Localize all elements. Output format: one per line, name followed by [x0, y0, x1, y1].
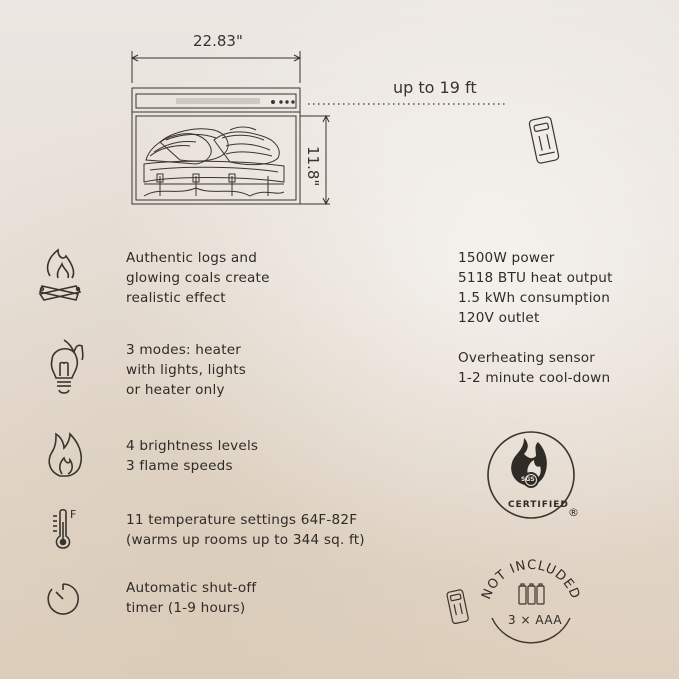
feature-text-modes: 3 modes: heater with lights, lights or heater only — [126, 342, 247, 398]
flame-logs-icon — [36, 246, 96, 306]
height-label: 11.8" — [304, 146, 322, 187]
aaa-batteries-icon — [519, 584, 544, 604]
feature-text-logs: Authentic logs and glowing coals create realistic effect — [126, 250, 270, 306]
feature-text-timer: Automatic shut-off timer (1-9 hours) — [126, 580, 257, 616]
remote-range-label: up to 19 ft — [393, 78, 477, 97]
certified-label: CERTIFIED — [508, 500, 569, 510]
flaming-bulb-icon — [38, 336, 98, 406]
fireplace-body — [132, 88, 300, 204]
width-label: 22.83" — [193, 32, 243, 50]
registered-mark: ® — [568, 506, 579, 519]
safety-specs: Overheating sensor 1-2 minute cool-down — [458, 350, 611, 386]
width-dimension-line — [132, 51, 300, 83]
feature-text-temperature: 11 temperature settings 64F-82F (warms up rooms up to 344 sq. ft) — [126, 512, 365, 548]
sgs-mark-text: SGS — [521, 476, 535, 483]
logs-illustration — [144, 127, 284, 182]
remote-control-icon — [529, 116, 560, 164]
power-specs: 1500W power 5118 BTU heat output 1.5 kWh consumption 120V outlet — [458, 250, 613, 326]
feature-text-brightness: 4 brightness levels 3 flame speeds — [126, 438, 259, 474]
timer-icon — [46, 580, 86, 620]
battery-count: 3 × AAA — [508, 613, 563, 627]
flame-icon — [44, 428, 94, 488]
thermometer-unit-label: F — [70, 508, 77, 521]
not-included-text: NOT INCLUDED — [479, 557, 583, 602]
